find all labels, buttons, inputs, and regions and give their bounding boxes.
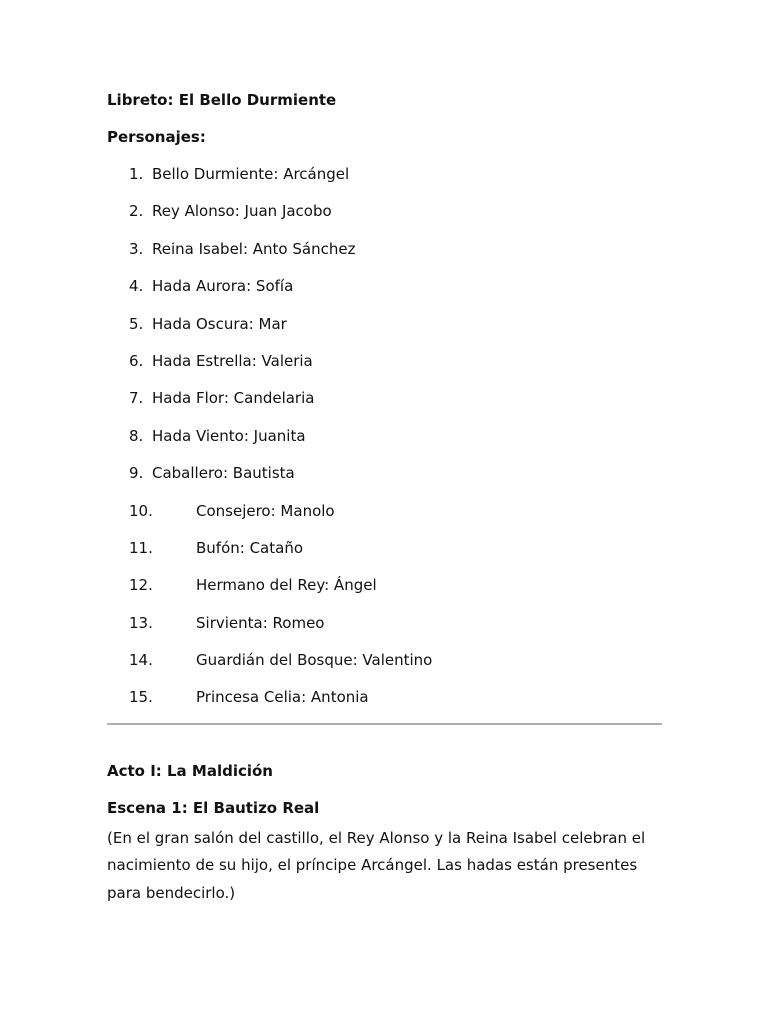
list-item-number: 8.	[129, 426, 144, 445]
list-item-text: Hada Aurora: Sofía	[152, 277, 294, 296]
list-item	[107, 493, 662, 530]
document-title: Libreto: El Bello Durmiente	[107, 91, 337, 109]
list-item-text: Hada Flor: Candelaria	[152, 389, 315, 408]
list-item-text: Bufón: Cataño	[196, 538, 304, 557]
list-item-text: Hermano del Rey: Ángel	[196, 576, 377, 595]
list-item	[107, 306, 662, 343]
list-item-number: 11.	[129, 538, 153, 557]
list-item-number: 9.	[129, 464, 144, 483]
scene-heading: Escena 1: El Bautizo Real	[107, 798, 320, 817]
list-item	[107, 642, 662, 679]
list-item	[107, 567, 662, 604]
list-item	[107, 605, 662, 642]
list-item	[107, 268, 662, 305]
list-item-text: Reina Isabel: Anto Sánchez	[152, 239, 356, 258]
list-item-text: Sirvienta: Romeo	[196, 613, 325, 632]
list-item	[107, 455, 662, 492]
list-item	[107, 418, 662, 455]
stage-direction: (En el gran salón del castillo, el Rey Alonso y la Reina Isabel celebran el nacimiento de su hijo, el príncipe Arcángel. Las hadas están presentes para bendecirlo.)	[107, 828, 646, 902]
list-item-number: 14.	[129, 651, 153, 670]
list-item-text: Hada Estrella: Valeria	[152, 351, 313, 370]
list-item-number: 3.	[129, 239, 144, 258]
list-item-number: 10.	[129, 501, 153, 520]
list-item	[107, 530, 662, 567]
list-item	[107, 679, 662, 716]
list-item-text: Bello Durmiente: Arcángel	[152, 165, 350, 183]
horizontal-divider	[107, 723, 662, 725]
list-item-text: Caballero: Bautista	[152, 464, 295, 483]
list-item-text: Hada Oscura: Mar	[152, 314, 287, 333]
list-item	[107, 343, 662, 380]
list-item-number: 7.	[129, 389, 144, 408]
list-item-number: 5.	[129, 314, 144, 333]
list-item-number: 6.	[129, 351, 144, 370]
characters-heading: Personajes:	[107, 128, 206, 146]
act-heading: Acto I: La Maldición	[107, 761, 273, 780]
list-item-text: Hada Viento: Juanita	[152, 426, 306, 445]
characters-list	[107, 156, 662, 717]
list-item	[107, 380, 662, 417]
list-item	[107, 231, 662, 268]
list-item-number: 1.	[129, 165, 144, 183]
list-item-number: 15.	[129, 688, 153, 707]
list-item-text: Consejero: Manolo	[196, 501, 335, 520]
list-item-text: Rey Alonso: Juan Jacobo	[152, 202, 332, 221]
list-item-number: 12.	[129, 576, 153, 595]
list-item	[107, 156, 662, 193]
list-item	[107, 193, 662, 230]
list-item-text: Princesa Celia: Antonia	[196, 688, 369, 707]
list-item-number: 4.	[129, 277, 144, 296]
list-item-number: 13.	[129, 613, 153, 632]
list-item-number: 2.	[129, 202, 144, 221]
list-item-text: Guardián del Bosque: Valentino	[196, 651, 433, 670]
document-page	[107, 90, 662, 907]
